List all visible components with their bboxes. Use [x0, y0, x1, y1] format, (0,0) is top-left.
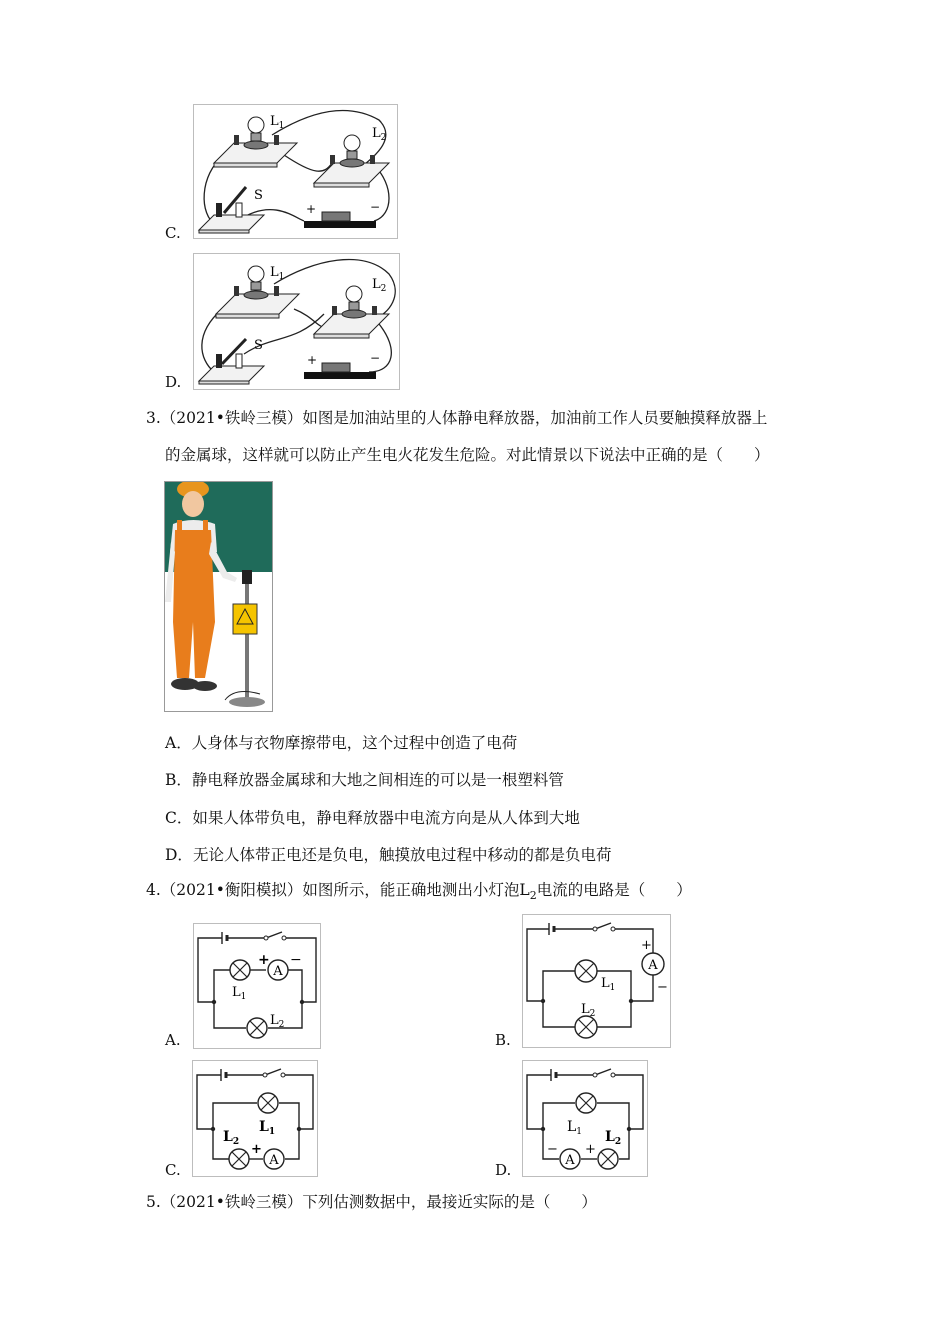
circuit-diagram-d[interactable]: [522, 1060, 648, 1177]
question-number: 3.: [146, 409, 161, 427]
lamp-l1: [258, 1093, 278, 1113]
svg-text:+: +: [258, 952, 270, 968]
svg-text:−: −: [657, 980, 668, 995]
svg-text:L1: $L_1$: [567, 1119, 583, 1137]
svg-text:L1: $L_1$: [601, 976, 616, 993]
battery-minus: −: [370, 351, 381, 365]
lamp-l2: [229, 1149, 249, 1169]
svg-text:L2: $L_2$: [223, 1129, 240, 1147]
question-3-stem-line2: 的金属球，这样就可以防止产生电火花发生危险。对此情景以下说法中正确的是（ ）: [165, 446, 770, 464]
option-d-label: D.: [165, 373, 182, 391]
option-c-label: C.: [165, 224, 181, 242]
bulb-l2-label: $L_2$: [372, 126, 387, 143]
switch-s-label: S: [254, 188, 263, 203]
lamp-l2: [598, 1149, 618, 1169]
svg-text:−: −: [547, 1142, 558, 1157]
option-a-label: A.: [165, 1031, 181, 1049]
svg-text:L2: $L_2$: [581, 1002, 596, 1019]
q3-choice-c[interactable]: C．如果人体带负电，静电释放器中电流方向是从人体到大地: [165, 809, 580, 827]
lamp-l1: [576, 1093, 596, 1113]
svg-text:A: A: [565, 1153, 575, 1168]
svg-text:L2: $L_2$: [605, 1129, 622, 1147]
lamp-l2: [247, 1018, 267, 1038]
switch-s-label: S: [254, 338, 263, 353]
option-d-label-q4: D.: [495, 1161, 512, 1179]
battery-minus: −: [370, 200, 381, 214]
question-4-stem: 4.（2021•衡阳模拟）如图所示，能正确地测出小灯泡$L_2$电流的电路是（ ）: [146, 881, 692, 903]
lamp-l2-label: $L_2$: [519, 881, 537, 903]
q3-choice-d[interactable]: D．无论人体带正电还是负电，触摸放电过程中移动的都是负电荷: [165, 846, 612, 864]
circuit-diagram-a[interactable]: [193, 923, 321, 1049]
lamp-l2: [575, 1016, 597, 1038]
svg-text:L1: $L_1$: [232, 985, 247, 1002]
bulb-l1-label: $L_1$: [270, 265, 285, 282]
question-text-line1: 如图是加油站里的人体静电释放器，加油前工作人员要触摸释放器上: [302, 409, 768, 427]
svg-text:A: A: [269, 1153, 279, 1168]
svg-text:+: +: [585, 1142, 596, 1157]
question-5-stem: 5.（2021•铁岭三模）下列估测数据中，最接近实际的是（ ）: [146, 1193, 597, 1211]
svg-text:A: A: [648, 958, 658, 973]
circuit-diagram-c[interactable]: [192, 1060, 318, 1177]
ammeter: [268, 960, 288, 980]
static-discharger-photo: [164, 481, 273, 712]
option-b-label: B.: [495, 1031, 511, 1049]
bulb-l2-label: $L_2$: [372, 277, 387, 294]
ammeter: [642, 953, 664, 975]
question-3-stem: [146, 408, 767, 428]
circuit-photo-d: [193, 253, 400, 390]
bulb-l1-label: $L_1$: [270, 114, 285, 131]
svg-text:A: A: [273, 964, 283, 979]
battery-plus: +: [307, 353, 318, 367]
lamp-l1: [230, 960, 250, 980]
ammeter: [560, 1149, 580, 1169]
ammeter: [264, 1149, 284, 1169]
q3-choice-b[interactable]: B．静电释放器金属球和大地之间相连的可以是一根塑料管: [165, 771, 564, 789]
svg-text:+: +: [641, 938, 652, 953]
q3-choice-a[interactable]: A．人身体与衣物摩擦带电，这个过程中创造了电荷: [165, 734, 518, 752]
battery-plus: +: [306, 202, 317, 216]
svg-text:+: +: [251, 1142, 262, 1157]
svg-text:L2: $L_2$: [270, 1013, 285, 1030]
svg-text:L1: $L_1$: [259, 1119, 276, 1137]
option-c-label-q4: C.: [165, 1161, 181, 1179]
lamp-l1: [575, 960, 597, 982]
circuit-photo-c: [193, 104, 398, 239]
question-source: （2021•铁岭三模）: [160, 409, 303, 427]
circuit-diagram-b[interactable]: [522, 914, 671, 1048]
svg-text:−: −: [290, 952, 302, 968]
